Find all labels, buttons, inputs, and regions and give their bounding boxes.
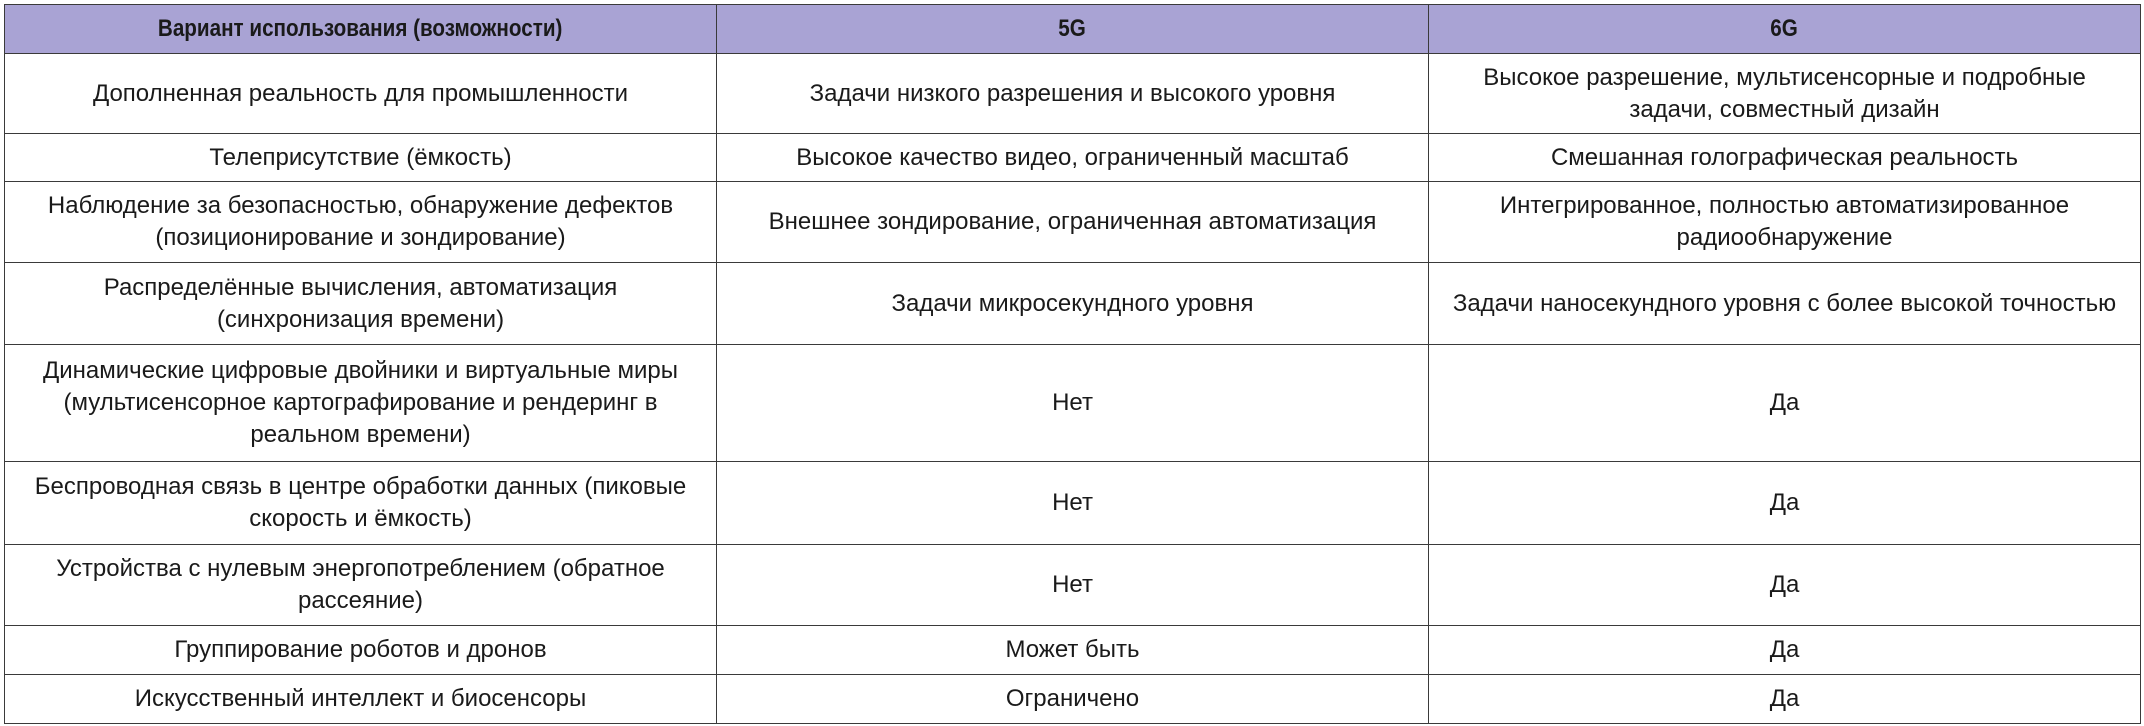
cell-6g: Да (1429, 545, 2141, 626)
cell-5g: Высокое качество видео, ограниченный масштаб (717, 134, 1429, 182)
table-row (5, 134, 2141, 182)
cell-use-case: Беспроводная связь в центре обработки данных (пиковые скорость и ёмкость) (5, 462, 717, 545)
cell-6g: Задачи наносекундного уровня с более высокой точностью (1429, 263, 2141, 345)
cell-use-case: Динамические цифровые двойники и виртуальные миры (мультисенсорное картографирование и рендеринг в реальном времени) (5, 345, 717, 462)
header-use-case: Вариант использования (возможности) (5, 5, 717, 54)
table-row (5, 462, 2141, 545)
cell-use-case: Наблюдение за безопасностью, обнаружение дефектов (позиционирование и зондирование) (5, 182, 717, 263)
table-row (5, 626, 2141, 675)
table-row (5, 263, 2141, 345)
cell-5g: Задачи микросекундного уровня (717, 263, 1429, 345)
cell-6g: Да (1429, 345, 2141, 462)
cell-5g: Может быть (717, 626, 1429, 675)
table-row (5, 182, 2141, 263)
table-row (5, 345, 2141, 462)
cell-5g: Нет (717, 462, 1429, 545)
table-header-row (5, 5, 2141, 54)
cell-6g: Смешанная голографическая реальность (1429, 134, 2141, 182)
table-row (5, 54, 2141, 134)
table-row (5, 545, 2141, 626)
cell-use-case: Устройства с нулевым энергопотреблением (обратное рассеяние) (5, 545, 717, 626)
cell-5g: Нет (717, 345, 1429, 462)
cell-6g: Да (1429, 675, 2141, 724)
cell-use-case: Искусственный интеллект и биосенсоры (5, 675, 717, 724)
cell-use-case: Телеприсутствие (ёмкость) (5, 134, 717, 182)
table-row (5, 675, 2141, 724)
header-6g: 6G (1429, 5, 2141, 54)
comparison-table-container (4, 4, 2140, 724)
cell-6g: Да (1429, 462, 2141, 545)
cell-use-case: Дополненная реальность для промышленности (5, 54, 717, 134)
header-5g: 5G (717, 5, 1429, 54)
cell-6g: Высокое разрешение, мультисенсорные и подробные задачи, совместный дизайн (1429, 54, 2141, 134)
cell-5g: Ограничено (717, 675, 1429, 724)
cell-6g: Да (1429, 626, 2141, 675)
comparison-table (4, 4, 2141, 724)
cell-use-case: Распределённые вычисления, автоматизация (синхронизация времени) (5, 263, 717, 345)
cell-6g: Интегрированное, полностью автоматизированное радиообнаружение (1429, 182, 2141, 263)
cell-5g: Задачи низкого разрешения и высокого уровня (717, 54, 1429, 134)
cell-5g: Внешнее зондирование, ограниченная автоматизация (717, 182, 1429, 263)
cell-use-case: Группирование роботов и дронов (5, 626, 717, 675)
cell-5g: Нет (717, 545, 1429, 626)
